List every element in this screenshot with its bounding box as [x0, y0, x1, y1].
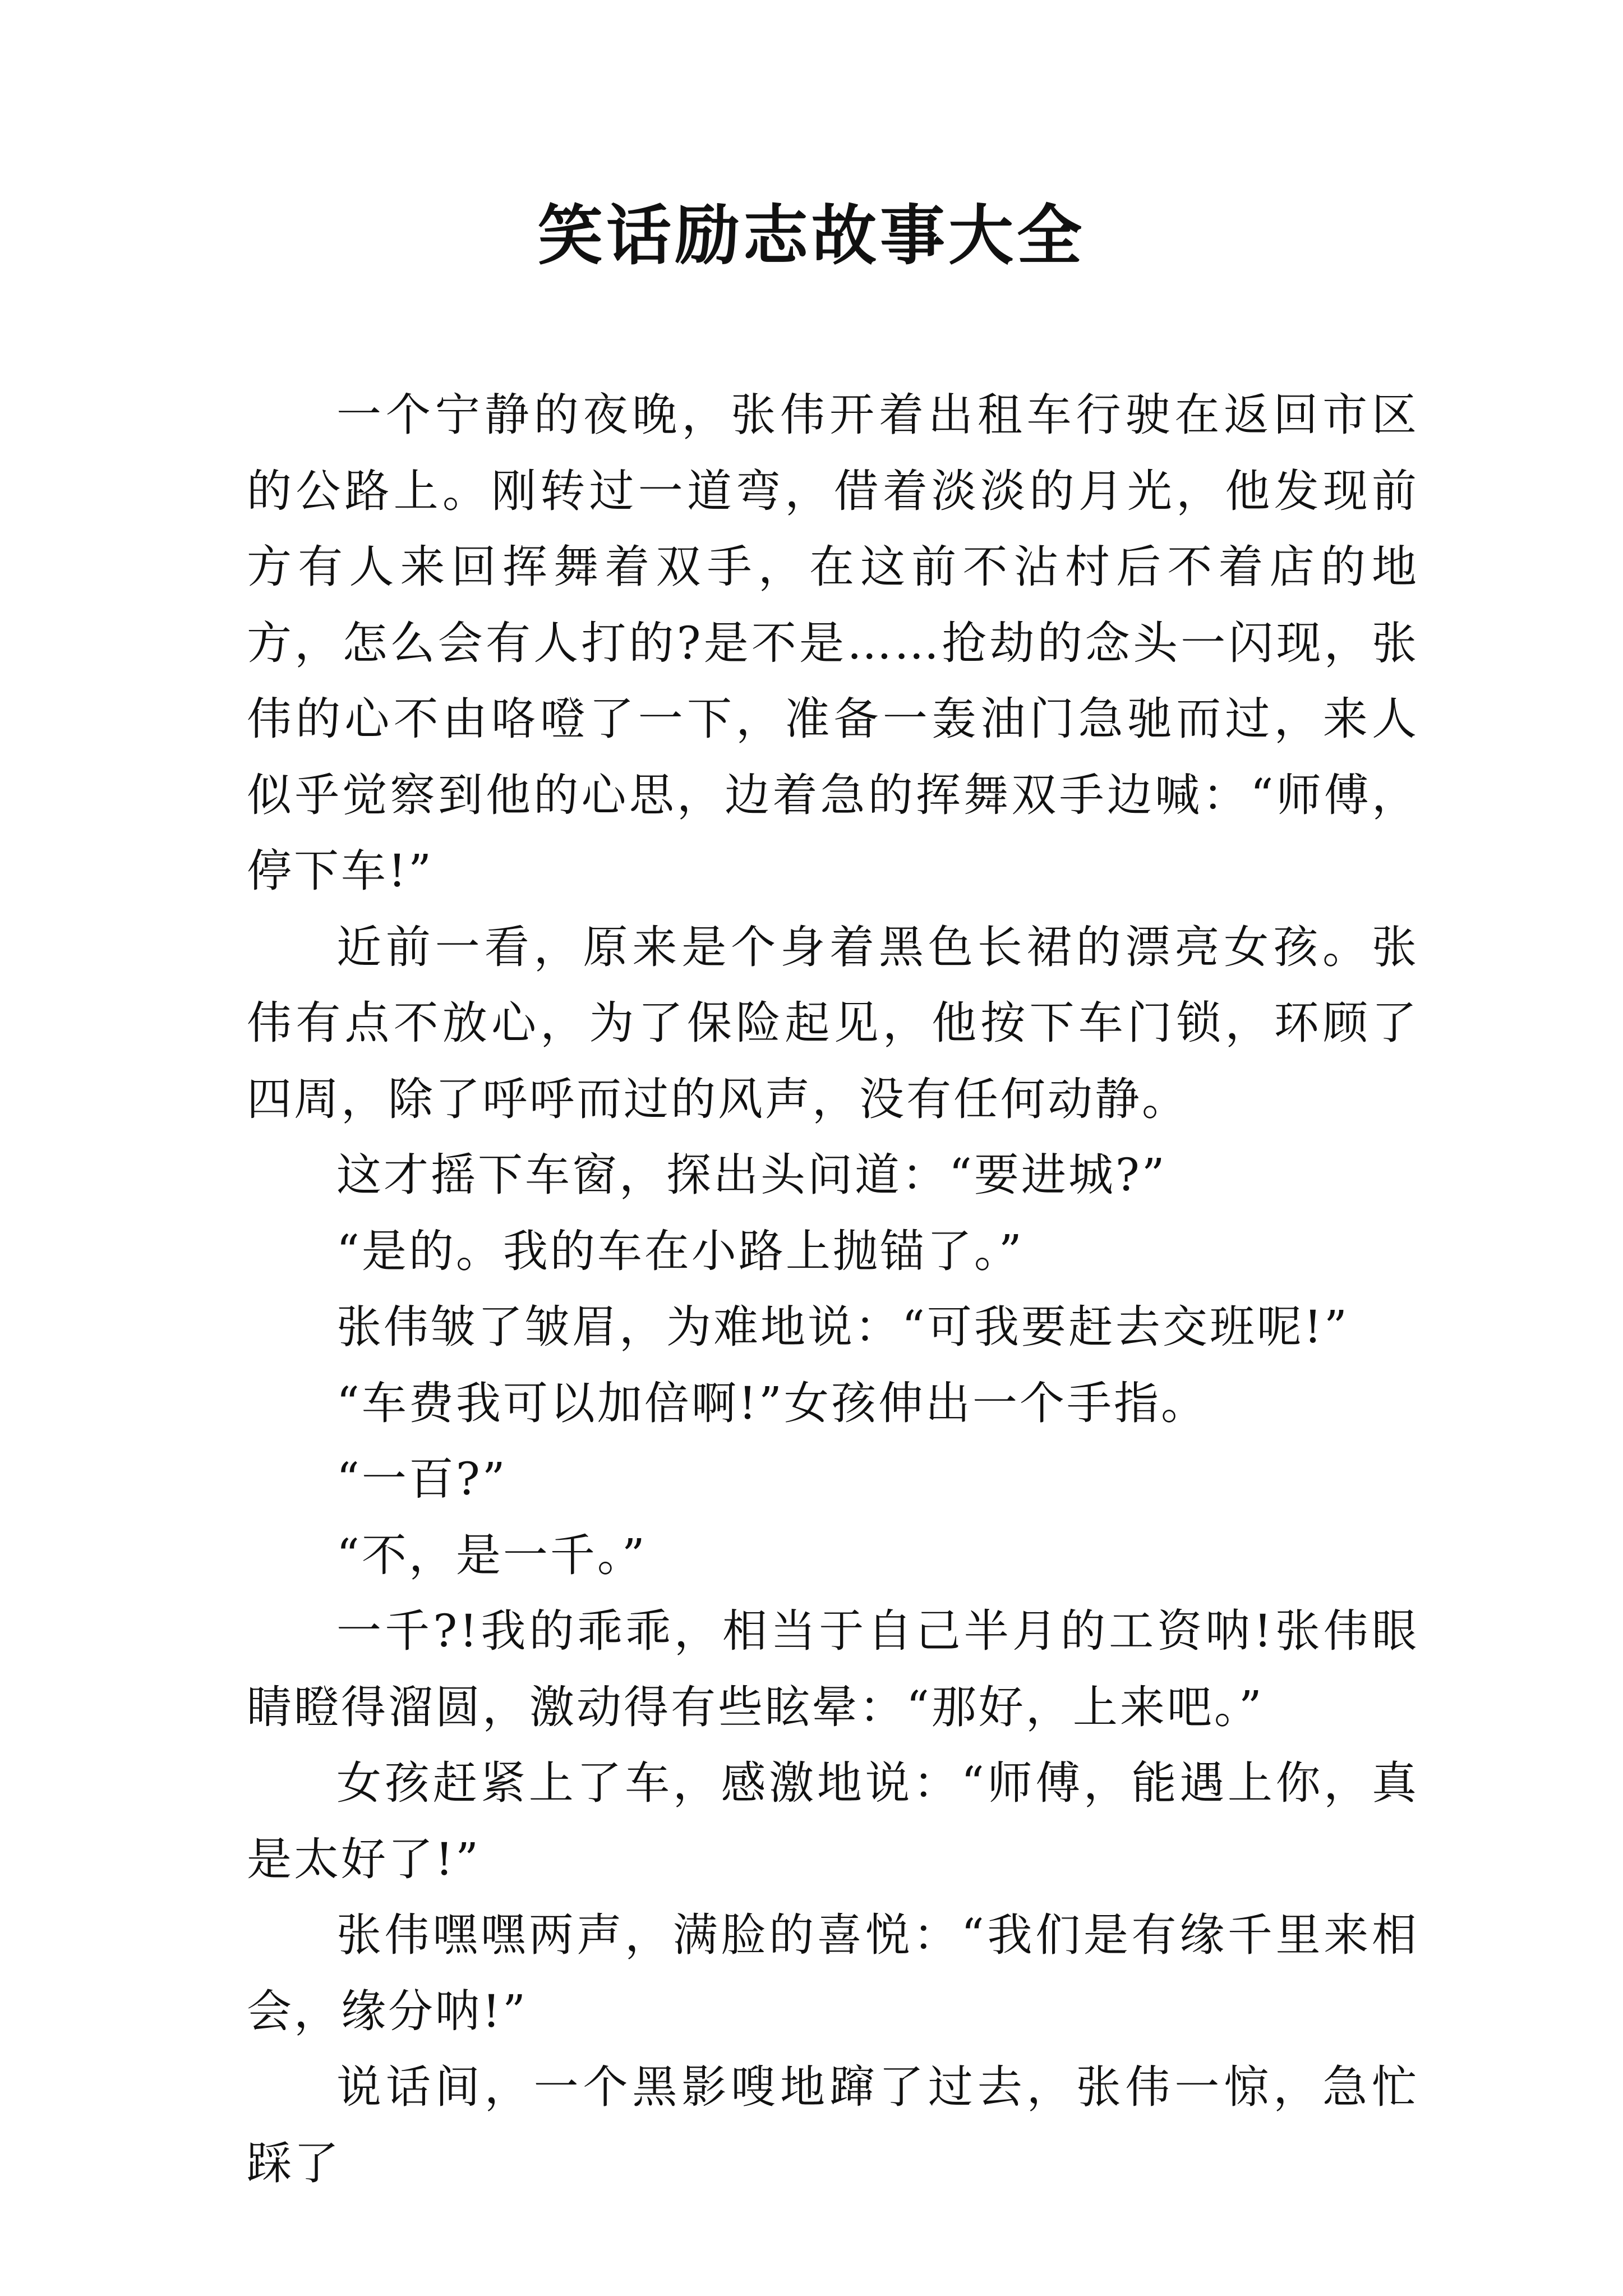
document-body [247, 377, 1419, 2201]
document-title: 笑话励志故事大全 [538, 197, 1085, 274]
paragraph-2: 近前一看，原来是个身着黑色长裙的漂亮女孩。张伟有点不放心，为了保险起见，他按下车门锁，环顾了四周，除了呼呼而过的风声，没有任何动静。 [247, 921, 1419, 1125]
paragraph-10: 女孩赶紧上了车，感激地说：“师傅，能遇上你，真是太好了!” [247, 1757, 1419, 1885]
paragraph-12: 说话间，一个黑影嗖地蹿了过去，张伟一惊，急忙踩了 [247, 2061, 1419, 2189]
paragraph-8: “不，是一千。” [336, 1529, 647, 1581]
paragraph-1: 一个宁静的夜晚，张伟开着出租车行驶在返回市区的公路上。刚转过一道弯，借着淡淡的月光，他发现前方有人来回挥舞着双手，在这前不沾村后不着店的地方，怎么会有人打的?是不是……抢劫的念头一闪现，张伟的心不由咯噔了一下，准备一轰油门急驰而过，来人似乎觉察到他的心思，边着急的挥舞双手边喊：“师傅，停下车!” [247, 389, 1419, 897]
paragraph-5: 张伟皱了皱眉，为难地说：“可我要赶去交班呢!” [336, 1301, 1349, 1353]
paragraph-11: 张伟嘿嘿两声，满脸的喜悦：“我们是有缘千里来相会，缘分呐!” [247, 1909, 1419, 2037]
paragraph-7: “一百?” [336, 1453, 508, 1505]
paragraph-4: “是的。我的车在小路上抛锚了。” [336, 1225, 1024, 1277]
paragraph-6: “车费我可以加倍啊!”女孩伸出一个手指。 [336, 1377, 1208, 1429]
paragraph-3: 这才摇下车窗，探出头问道：“要进城?” [336, 1149, 1167, 1201]
paragraph-9: 一千?!我的乖乖，相当于自己半月的工资呐!张伟眼睛瞪得溜圆，激动得有些眩晕：“那好，上来吧。” [247, 1605, 1419, 1733]
